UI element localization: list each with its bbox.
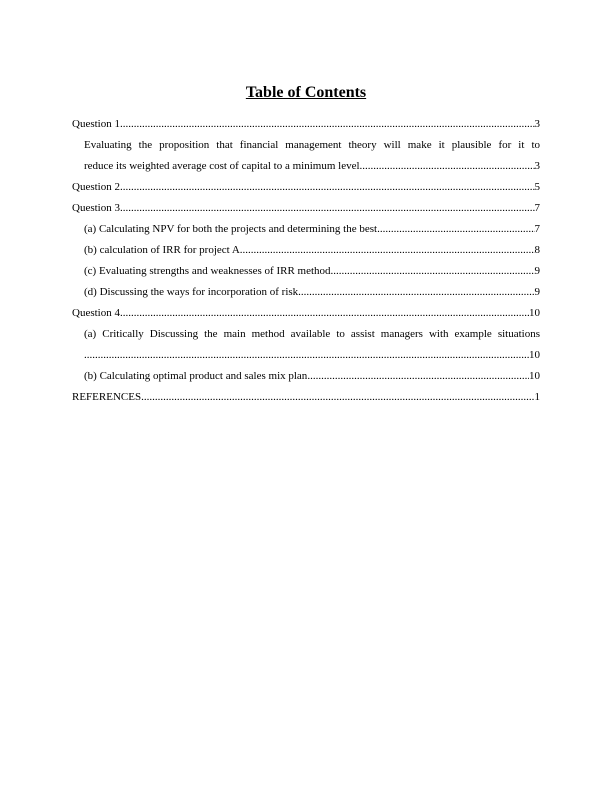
dot-leader [84,345,529,366]
toc-entry-label: Question 4 [72,307,120,319]
toc-page-number: 9 [534,265,540,277]
dot-leader [120,303,529,324]
toc-entry-label: Question 1 [72,118,120,130]
toc-entry-question-4[interactable] [72,303,540,324]
toc-page-number: 9 [534,286,540,298]
toc-page-number: 3 [534,160,540,172]
toc-entry-label-line-1: (a) Critically Discussing the main method available to assist managers with example situations [84,328,540,340]
dot-leader [360,156,535,177]
toc-entry-question-3c[interactable] [72,261,540,282]
toc-page-number: 10 [529,370,540,382]
dot-leader [307,366,529,387]
toc-entry-question-1[interactable] [72,114,540,135]
toc-page-number: 10 [529,349,540,361]
dot-leader [331,261,535,282]
toc-page-number: 1 [534,391,540,403]
toc-page-number: 7 [534,223,540,235]
toc-entry-question-2[interactable] [72,177,540,198]
toc-page-number: 7 [534,202,540,214]
dot-leader [141,387,534,408]
toc-entry-question-4a[interactable] [72,324,540,366]
toc-entry-label: (c) Evaluating strengths and weaknesses of IRR method [84,265,331,277]
toc-entry-references[interactable] [72,387,540,408]
toc-entry-question-3d[interactable] [72,282,540,303]
dot-leader [298,282,534,303]
toc-entry-question-3b[interactable] [72,240,540,261]
toc-page-number: 3 [534,118,540,130]
toc-entry-label-line-2: reduce its weighted average cost of capital to a minimum level [84,160,360,172]
toc-entry-label: (a) Calculating NPV for both the projects and determining the best [84,223,378,235]
dot-leader [377,219,534,240]
toc-entry-question-3a[interactable] [72,219,540,240]
toc-entry-question-1-sub[interactable] [72,135,540,177]
toc-entry-label: Question 3 [72,202,120,214]
dot-leader [120,177,535,198]
toc-entry-label: (b) Calculating optimal product and sales mix plan [84,370,308,382]
toc-page-number: 8 [534,244,540,256]
toc-entry-label: REFERENCES [72,391,142,403]
toc-entry-label: Question 2 [72,181,120,193]
table-of-contents [72,114,540,408]
page-title: Table of Contents [245,84,367,101]
toc-entry-question-4b[interactable] [72,366,540,387]
toc-entry-question-3[interactable] [72,198,540,219]
toc-page-number: 5 [534,181,540,193]
toc-page-number: 10 [529,307,540,319]
toc-entry-label: (b) calculation of IRR for project A [84,244,240,256]
toc-entry-label-line-1: Evaluating the proposition that financial management theory will make it plausible for it to [84,139,540,151]
dot-leader [120,198,535,219]
dot-leader [240,240,535,261]
dot-leader [120,114,535,135]
toc-entry-label: (d) Discussing the ways for incorporation of risk [84,286,299,298]
